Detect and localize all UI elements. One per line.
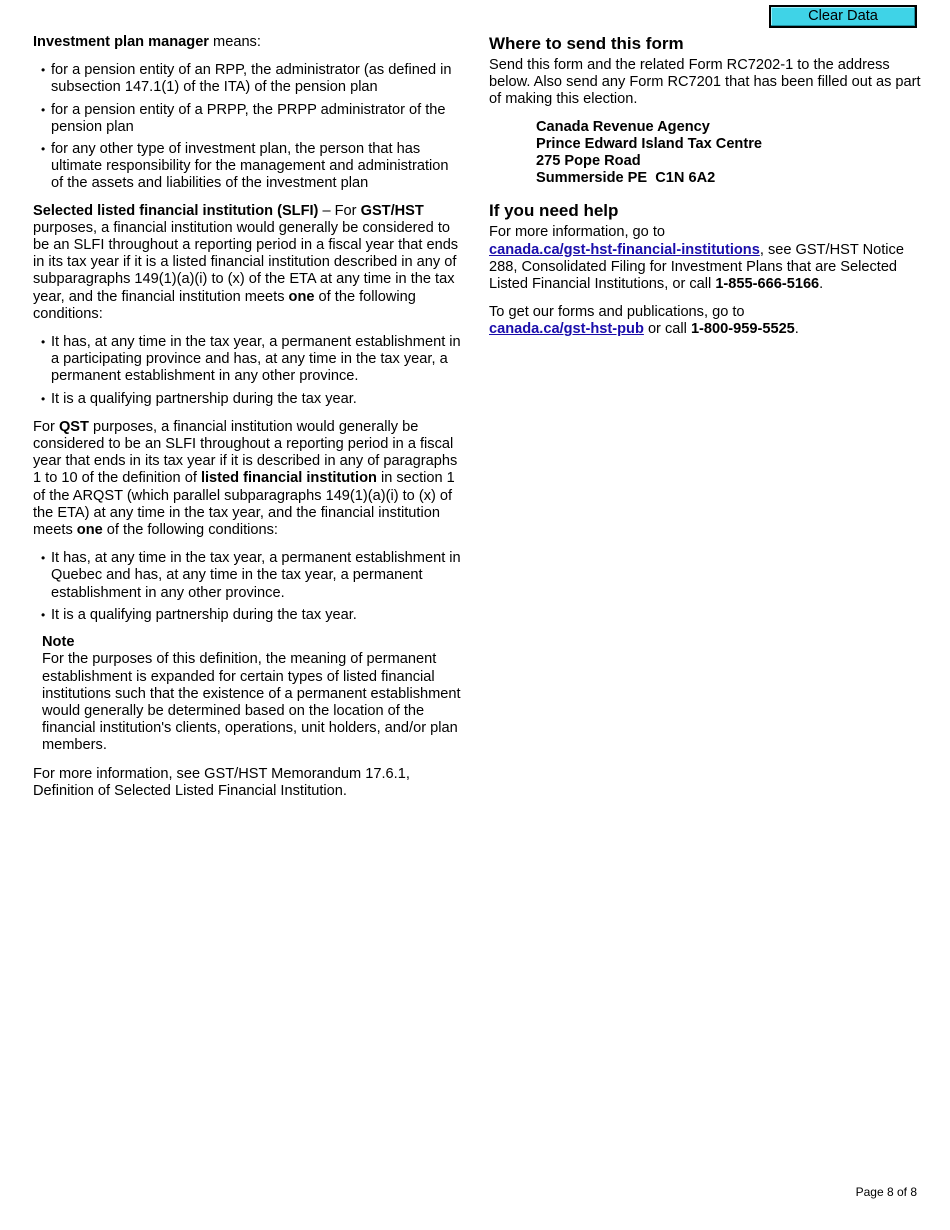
list-item: • It is a qualifying partnership during the tax year.	[51, 391, 463, 408]
help-text	[489, 224, 921, 293]
qst-term: QST	[58, 418, 89, 435]
forms-end: .	[794, 321, 799, 338]
qst-text2: in section 1 of the ARQST (which parallel subparagraphs 149(1)(a)(i) to (x) of the ETA) at any time in the tax year, and the financial institution meets	[33, 470, 455, 539]
list-item: • for a pension entity of an RPP, the administrator (as defined in subsection 147.1(1) of the ITA) of the pension plan	[51, 62, 463, 96]
qst-one: one	[76, 522, 103, 539]
qst-definition	[33, 419, 463, 539]
ipm-means: means:	[209, 34, 261, 50]
clear-data-button[interactable]: Clear Data	[769, 5, 917, 28]
help-end: .	[819, 276, 824, 293]
send-text: Send this form and the related Form RC7202-1 to the address below. Also send any Form RC7201 that has been filled out as part of making this election.	[489, 57, 921, 108]
qst-text1: purposes, a financial institution would generally be considered to be an SLFI throughout a reporting period in a fiscal year that ends in its tax year if it is described in any of paragraphs 1 to 10 of the definition of	[33, 418, 458, 487]
send-heading: Where to send this form	[489, 34, 684, 53]
address-line: 275 Pope Road	[536, 153, 641, 170]
slfi-definition	[33, 203, 463, 323]
list-item: • for a pension entity of a PRPP, the PRPP administrator of the pension plan	[51, 102, 463, 136]
page-number: Page 8 of 8	[855, 1185, 917, 1199]
forms-text	[489, 304, 921, 338]
slfi-one: one	[288, 288, 315, 305]
more-info-text: For more information, see GST/HST Memorandum 17.6.1, Definition of Selected Listed Financial Institution.	[33, 765, 410, 799]
ipm-list	[33, 62, 463, 192]
ipm-definition	[33, 34, 463, 51]
qst-conditions-list	[33, 550, 463, 624]
note-title: Note	[42, 634, 75, 651]
note-text: For the purposes of this definition, the meaning of permanent establishment is expanded for certain types of listed financial institutions such that the existence of a permanent establishment would generally be determined based on the location of the financial institution's clients, operations, unit holders, and/or plan members.	[42, 651, 461, 754]
ipm-term: Investment plan manager	[33, 34, 209, 50]
list-item: • It has, at any time in the tax year, a permanent establishment in Quebec and has, at any time in the tax year, a permanent establishment in any other province.	[51, 550, 463, 602]
slfi-term: Selected listed financial institution (SLFI)	[33, 202, 319, 219]
gst-conditions-list	[33, 334, 463, 408]
right-column	[489, 34, 921, 339]
forms-phone: 1-800-959-5525	[690, 321, 795, 338]
slfi-dash: – For	[318, 202, 361, 219]
forms-intro: To get our forms and publications, go to	[489, 304, 745, 321]
list-item: • It is a qualifying partnership during the tax year.	[51, 607, 463, 624]
slfi-text: purposes, a financial institution would generally be considered to be an SLFI throughout a reporting period in a fiscal year that ends in its tax year if it is a listed financial institution described in any of subparagraphs 149(1)(a)(i) to (x) of the ETA at any time in the tax year, and the financial institution meets	[33, 219, 459, 305]
financial-institutions-link[interactable]: canada.ca/gst-hst-financial-institutions	[489, 241, 760, 258]
forms-mid: or call	[643, 321, 691, 338]
list-item: • It has, at any time in the tax year, a permanent establishment in a participating province and has, at any time in the tax year, a permanent establishment in any other province.	[51, 334, 463, 386]
gsthst-term: GST/HST	[360, 202, 424, 219]
lfi-term: listed financial institution	[200, 470, 377, 487]
address-line: Prince Edward Island Tax Centre	[536, 135, 763, 152]
left-column	[33, 34, 463, 800]
address-line: Canada Revenue Agency	[536, 118, 710, 135]
mailing-address	[536, 119, 921, 188]
gst-hst-pub-link[interactable]: canada.ca/gst-hst-pub	[489, 321, 644, 338]
help-body: , see GST/HST Notice 288, Consolidated Filing for Investment Plans that are Selected Listed Financial Institutions, or call	[489, 241, 904, 293]
qst-for: For	[33, 418, 59, 435]
help-heading: If you need help	[489, 201, 619, 221]
help-phone: 1-855-666-5166	[715, 276, 820, 293]
address-line: Summerside PE C1N 6A2	[536, 170, 716, 187]
slfi-end: of the following conditions:	[33, 288, 416, 322]
note-block	[42, 634, 463, 754]
qst-end: of the following conditions:	[102, 522, 278, 539]
list-item: • for any other type of investment plan, the person that has ultimate responsibility for the management and administration of the assets and liabilities of the investment plan	[51, 141, 463, 193]
help-intro: For more information, go to	[489, 224, 666, 241]
